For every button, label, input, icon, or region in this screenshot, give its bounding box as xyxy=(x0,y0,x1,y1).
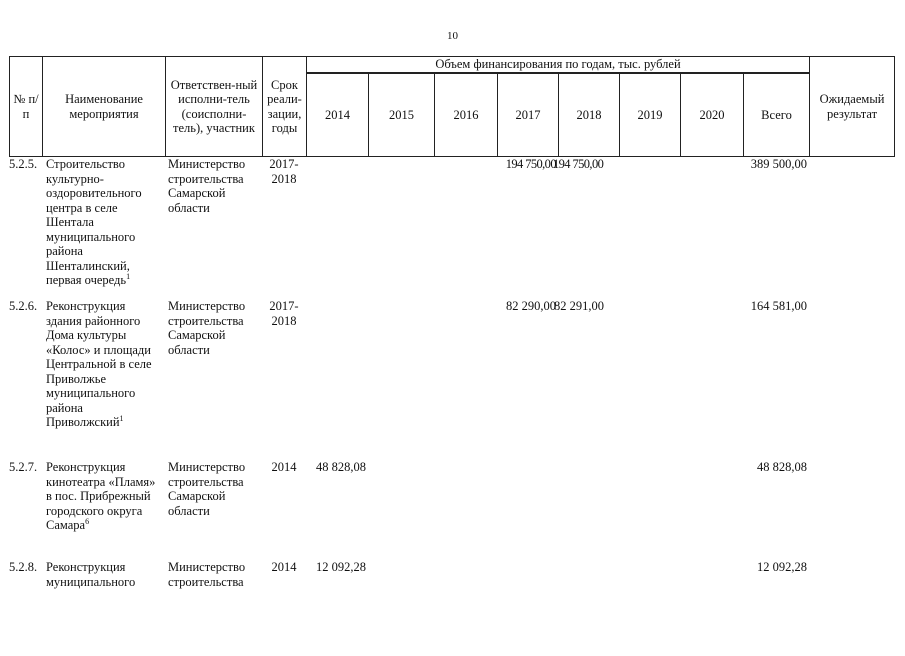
header-year-2018: 2018 xyxy=(558,73,619,157)
row-2020 xyxy=(680,460,743,560)
row-2017: 82 290,00 xyxy=(506,299,556,313)
row-2018 xyxy=(558,460,619,560)
row-2020 xyxy=(680,299,743,460)
row-total: 389 500,00 xyxy=(750,157,807,171)
row-num: 5.2.7. xyxy=(9,460,38,474)
row-2017: 194 750,00 xyxy=(505,157,556,171)
row-2019 xyxy=(619,157,680,299)
row-term: 2014 xyxy=(271,460,297,474)
header-year-2015: 2015 xyxy=(368,73,434,157)
row-name: Реконструкция здания районного Дома культуры «Колос» и площади Центральной в селе Приволжье муниципального района Приволжский$^1$ xyxy=(46,299,152,429)
table-row xyxy=(9,560,895,600)
row-executor: Министерство строительства Самарской области xyxy=(168,157,246,215)
row-num: 5.2.8. xyxy=(9,560,38,574)
row-executor: Министерство строительства Самарской области xyxy=(168,460,246,518)
header-year-2020: 2020 xyxy=(680,73,743,157)
row-2016 xyxy=(434,460,497,560)
row-2015 xyxy=(368,560,434,600)
row-term: 2017-2018 xyxy=(269,299,299,328)
row-2020 xyxy=(680,157,743,299)
row-2014 xyxy=(306,299,368,460)
row-total: 12 092,28 xyxy=(757,560,807,574)
row-2019 xyxy=(619,460,680,560)
row-2014: 48 828,08 xyxy=(316,460,366,474)
header-funding-group: Объем финансирования по годам, тыс. рублей xyxy=(306,56,809,73)
row-result xyxy=(809,460,895,560)
row-total: 164 581,00 xyxy=(750,299,807,313)
row-2015 xyxy=(368,460,434,560)
row-num: 5.2.5. xyxy=(9,157,38,171)
header-year-2019: 2019 xyxy=(619,73,680,157)
row-2014 xyxy=(306,157,368,299)
table-row xyxy=(9,157,895,299)
row-name: Реконструкция муниципального xyxy=(46,560,136,589)
row-2017 xyxy=(497,460,558,560)
row-2015 xyxy=(368,157,434,299)
row-2019 xyxy=(619,299,680,460)
table-body xyxy=(9,157,895,600)
row-note: 1 xyxy=(119,413,124,423)
row-2020 xyxy=(680,560,743,600)
row-result xyxy=(809,560,895,600)
row-2016 xyxy=(434,560,497,600)
row-2018 xyxy=(558,560,619,600)
row-term: 2014 xyxy=(271,560,297,574)
header-executor: Ответствен-ный исполни-тель (соисполни-тель), участник xyxy=(165,56,262,157)
row-2018: 194 750,00 xyxy=(553,157,604,171)
row-name: Реконструкция кинотеатра «Пламя» в пос. Прибрежный городского округа Самара$^6$ xyxy=(46,460,156,532)
header-year-2014: 2014 xyxy=(306,73,368,157)
header-year-2017: 2017 xyxy=(497,73,558,157)
row-2017 xyxy=(497,560,558,600)
row-executor: Министерство строительства Самарской области xyxy=(168,299,246,357)
header-term: Срок реали-зации, годы xyxy=(262,56,306,157)
header-num: № п/п xyxy=(9,56,42,157)
table-row xyxy=(9,299,895,460)
header-result: Ожидаемый результат xyxy=(809,56,895,157)
row-note: 6 xyxy=(85,516,90,526)
row-2014: 12 092,28 xyxy=(316,560,366,574)
row-2015 xyxy=(368,299,434,460)
row-result xyxy=(809,299,895,460)
header-total: Всего xyxy=(743,73,809,157)
row-2018: 82 291,00 xyxy=(554,299,604,313)
row-total: 48 828,08 xyxy=(757,460,807,474)
row-note: 1 xyxy=(126,271,131,281)
row-2019 xyxy=(619,560,680,600)
row-2016 xyxy=(434,299,497,460)
row-term: 2017-2018 xyxy=(269,157,299,186)
page-number: 10 xyxy=(447,30,458,42)
row-num: 5.2.6. xyxy=(9,299,38,313)
header-name: Наименование мероприятия xyxy=(42,56,165,157)
row-result xyxy=(809,157,895,299)
table-row xyxy=(9,460,895,560)
row-name: Строительство культурно-оздоровительного центра в селе Шентала муниципального района Шенталинский, первая очередь$^1$ xyxy=(46,157,142,287)
row-2016 xyxy=(434,157,497,299)
header-year-2016: 2016 xyxy=(434,73,497,157)
row-executor: Министерство строительства xyxy=(168,560,246,589)
